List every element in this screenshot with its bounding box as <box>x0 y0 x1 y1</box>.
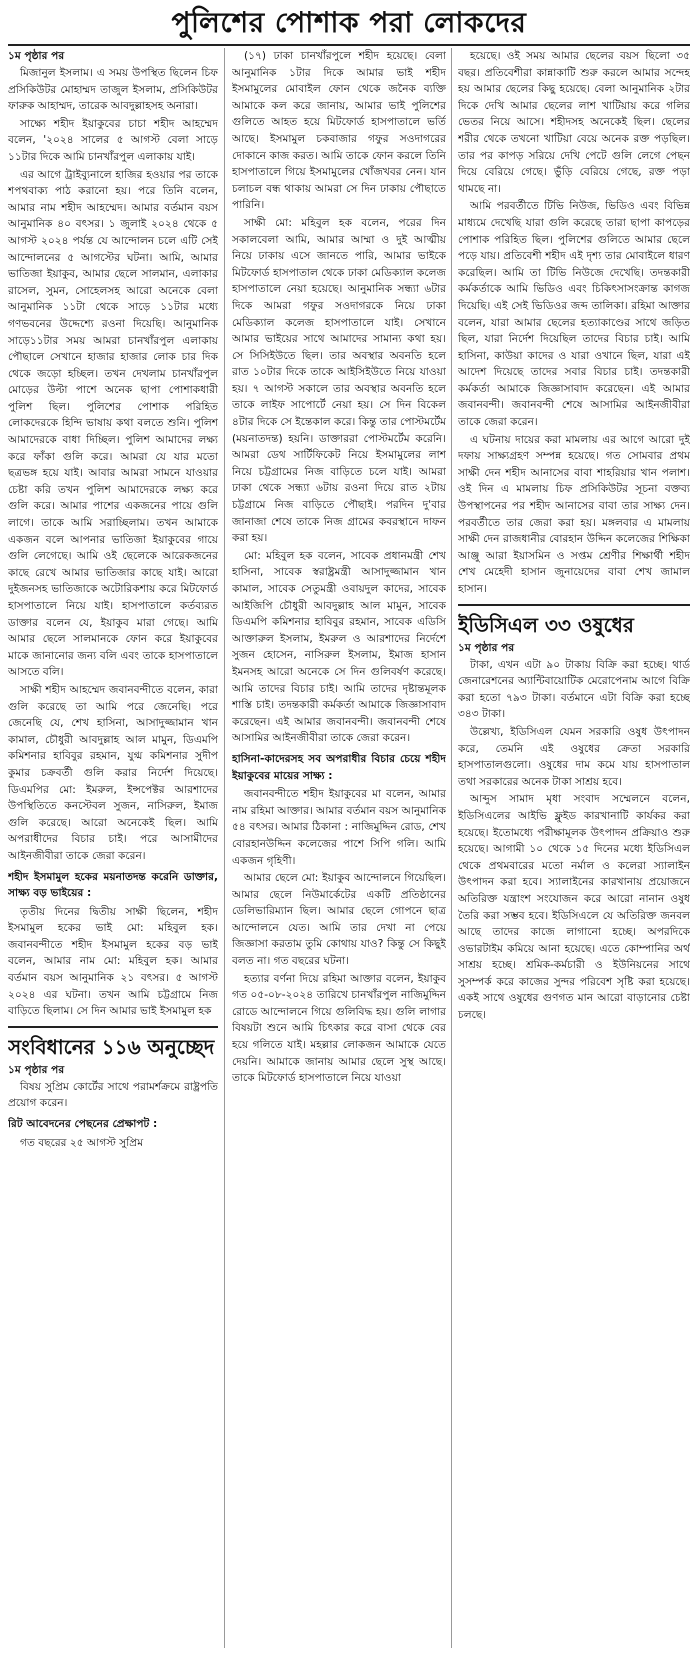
subheading: হাসিনা-কাদেরসহ সব অপরাধীর বিচার চেয়ে শহীদ ইয়াকুবের মায়ের সাক্ষ্য : <box>232 752 446 782</box>
column-divider <box>451 48 452 1648</box>
article-paragraph: গত বছরের ২৫ আগস্ট সুপ্রিম <box>20 1136 144 1149</box>
article-paragraph: জবানবন্দীতে শহীদ ইয়াকুবের মা বলেন, আমার নাম রহিমা আক্তার। আমার বর্তমান বয়স আনুমানিক ৫৪ বৎসর। আমার ঠিকানা : নাজিমুদ্দিন রোড, শেখ বোরহানউদ্দিন কলেজের পাশে সিপি গলি। আমি একজন গৃহিণী। <box>232 788 446 867</box>
article-paragraph: সাক্ষী শহীদ আহম্মেদ জবানবন্দীতে বলেন, কারা গুলি করেছে তা আমি পরে জেনেছি। পরে জেনেছি যে, শেখ হাসিনা, আসাদুজ্জামান খান কামাল, চৌধুরী আবদুল্লাহ আল মামুন, ডিএমপি কমিশনার হাবিবুর রহমান, যুগ্ম কমিশনার সুদীপ কুমার চক্রবর্তী গুলি করার নির্দেশ দিয়েছে। ডিএমপির মো: ইমরুল, ইন্সপেক্টর আরশাদের উপস্থিতিতে কনস্টেবল সুজন, নাসিরুল, ইমাজ গুলি করেছে। আরো অনেকেই ছিল। আমি অপরাধীদের বিচার চাই। পরে আসামীদের আইনজীবীরা তাকে জেরা করেন। <box>8 683 218 862</box>
continued-label: ১ম পৃষ্ঠার পর <box>458 641 515 654</box>
article-paragraph: হত্যার বর্ণনা দিয়ে রহিমা আক্তার বলেন, ইয়াকুব গত ০৫-০৮-২০২৪ তারিখে চানখাঁরপুল নাজিমুদ্দিন রোডে আন্দোলনে গিয়ে গুলিবিদ্ধ হয়। গুলি লাগার বিষয়টা শুনে আমি চিৎকার করে বাসা থেকে বের হয়ে গলিতে যাই। মহল্লার লোকজন আমাকে যেতে দেয়নি। আমাকে জানায় আমার ছেলে সুস্থ আছে। তাকে মিটফোর্ড হাসপাতালে নিয়ে যাওয়া <box>232 972 446 1085</box>
article-paragraph: এ ঘটনায় দায়ের করা মামলায় এর আগে আরো দুই দফায় সাক্ষ্যগ্রহণ সম্পন্ন হয়েছে। গত সোমবার প্রথম সাক্ষী দেন শহীদ আনাসের বাবা শাহরিয়ার খান পলাশ। ওই দিন এ মামলায় চিফ প্রসিকিউটর সূচনা বক্তব্য উপস্থাপনের পর শহীদ আনাসের বাবা তার সাক্ষ্য দেন। পরবর্তীতে তার জেরা করা হয়। মঙ্গলবার এ মামলায় সাক্ষী দেন রাজধানীর বোরহান উদ্দিন কলেজের শিক্ষিকা আঞ্জু আরা ইয়াসমিন ও সপ্তম শ্রেণীর শিক্ষার্থী শহীদ শেখ মেহেদী হাসান জুনায়েদের বাবা শেখ জামাল হাসান। <box>458 433 690 595</box>
section-headline: সংবিধানের ১১৬ অনুচ্ছেদ <box>8 1026 218 1062</box>
headline-rule <box>8 44 690 46</box>
article-paragraph: মিজানুল ইসলাম। এ সময় উপস্থিত ছিলেন চিফ প্রসিকিউটর মোহাম্মদ তাজুল ইসলাম, প্রসিকিউটর ফারুক আহাম্মদ, তারেক আবদুল্লাহসহ অনারা। <box>8 67 218 113</box>
article-paragraph: আমার ছেলে মো: ইয়াকুব আন্দোলনে গিয়েছিল। আমার ছেলে নিউমার্কেটের একটি প্রতিষ্ঠানের ডেলিভারিম্যান ছিল। আমার ছেলে গোপনে ছাত্র আন্দোলনে যেত। আমি তার দেখা না পেয়ে জিজ্ঞাসা করতাম তুমি কোথায় যাও? কিন্তু সে কিছুই বলত না। গত বছরের ঘটনা। <box>232 872 446 968</box>
article-column-2 <box>232 48 446 1648</box>
subheading: রিট আবেদনের পেছনের প্রেক্ষাপট : <box>8 1118 158 1131</box>
continued-label: ১ম পৃষ্ঠার পর <box>8 1063 65 1076</box>
article-paragraph: সাক্ষী মো: মহিবুল হক বলেন, পরের দিন সকালবেলা আমি, আমার আম্মা ও দুই আত্মীয় নিয়ে ঢাকায় এসে জানতে পারি, আমার ভাইকে মিটফোর্ড হাসপাতাল থেকে ঢাকা মেডিক্যাল কলেজ হাসপাতালে নেয়া হয়েছে। আনুমানিক সন্ধ্যা ৬টার দিকে আমরা গফুর সওদাগরকে নিয়ে ঢাকা মেডিক্যাল কলেজ হাসপাতালে যাই। সেখানে আমার ভাইয়ের সাথে আমাদের সামান্য কথা হয়। সে সিসিইউতে ছিল। তার অবস্থার অবনতি হলে রাত ১০টার দিকে তাকে আইসিইউতে নিয়ে যাওয়া হয়। ৭ আগস্ট সকালে তার অবস্থার অবনতি হলে তাকে লাইফ সাপোর্টে নেয়া হয়। সে দিন বিকেল ৪টার দিকে সে ইন্তেকাল করে। কিন্তু তার পোস্টমর্টেম (ময়নাতদন্ত) হয়নি। ডাক্তাররা পোস্টমর্টেম করেনি। আমরা ডেথ সার্টিফিকেট নিয়ে ইসমামুলের লাশ নিয়ে চট্টগ্রামের নিজ বাড়িতে চলে যাই। আমরা ঢাকা থেকে সন্ধ্যা ৬টায় রওনা দিয়ে রাত ২টায় চট্টগ্রামে নিজ বাড়িতে পৌছাই। পরদিন দু'বার জানাজা শেষে তাকে নিজ গ্রামের কবরস্থানে দাফন করা হয়। <box>232 216 446 545</box>
subheading: শহীদ ইসমামুল হকের ময়নাতদন্ত করেনি ডাক্তার, সাক্ষ্য বড় ভাইয়ের : <box>8 870 218 900</box>
column-divider <box>224 48 225 1648</box>
article-column-3 <box>458 48 690 1648</box>
article-paragraph: সাক্ষ্যে শহীদ ইয়াকুবের চাচা শহীদ আহম্মেদ বলেন, '২০২৪ সালের ৫ আগস্ট বেলা সাড়ে ১১টার দিকে আমি চানখাঁরপুল এলাকায় যাই। <box>8 117 218 163</box>
section-headline: ইডিসিএল ৩৩ ওষুধের <box>458 604 690 640</box>
continued-label: ১ম পৃষ্ঠার পর <box>8 50 65 62</box>
article-paragraph: টাকা, এখন এটা ৯০ টাকায় বিক্রি করা হচ্ছে। থার্ড জেনারেশনের অ্যান্টিবায়োটিক মেরোপেনাম আগে বিক্রি করা হতো ৭৯৩ টাকা। বর্তমানে এটা বিক্রি করা হচ্ছে ৩৪৩ টাকা। <box>458 658 690 721</box>
page-headline: পুলিশের পোশাক পরা লোকদের <box>171 6 527 39</box>
article-paragraph: আমি পরবর্তীতে টিভি নিউজ, ভিডিও এবং বিভিন্ন মাধ্যমে দেখেছি যারা গুলি করেছে তারা ছাপা কাপড়ের পোশাক পরিহিত ছিল। পুলিশের গুলিতে আমার ছেলে পড়ে যায়। প্রতিবেশী শহীদ এই দৃশ্য তার মোবাইলে ধারণ করেছিল। আমি তা টিভি নিউজে দেখেছি। তদন্তকারী কর্মকর্তাকে আমি ভিডিও এবং চিকিৎসাসংক্রান্ত কাগজ দিয়েছি। এই সেই ভিডিওর জব্দ তালিকা। রহিমা আক্তার বলেন, যারা আমার ছেলের হত্যাকাণ্ডের সাথে জড়িত ছিল, যারা নির্দেশ দিয়েছিল তাদের বিচার চাই। আমি হাসিনা, কাউয়া কাদের ও যারা ওখানে ছিল, যারা এই আদেশ দিয়েছে তাদের সবার বিচার চাই। তদন্তকারী কর্মকর্তা আমাকে জিজ্ঞাসাবাদ করেছেন। এই আমার জবানবন্দী। জবানবন্দী শেষে আসামির আইনজীবীরা তাকে জেরা করেন। <box>458 200 690 429</box>
article-paragraph: বিষয় সুপ্রিম কোর্টের সাথে পরামর্শক্রমে রাষ্ট্রপতি প্রয়োগ করেন। <box>8 1080 218 1110</box>
article-paragraph: আব্দুস সামাদ মৃধা সংবাদ সম্মেলনে বলেন, ইডিসিএলের আইভি ফ্লুইড কারখানাটি কার্যকর করা হয়েছে। ইতোমধ্যে পরীক্ষামূলক উৎপাদন প্রক্রিয়াও শুরু হয়েছে। আগামী ১০ থেকে ১৫ দিনের মধ্যে ইডিসিএল থেকে প্রথমবারের মতো নর্মাল ও কলেরা স্যালাইন উৎপাদন করা হবে। স্যালাইনের কারখানায় প্রয়োজনে অতিরিক্ত যন্ত্রাংশ সংযোজন করে আরো নানান ওষুধ তৈরি করা সম্ভব হবে। ইডিসিএলে যে অতিরিক্ত জনবল আছে তাদের কাজে লাগানো হচ্ছে। অপরদিকে ওভারটাইম কমিয়ে আনা হয়েছে। এতে কোম্পানির অর্থ সাশ্রয় হচ্ছে। শ্রমিক-কর্মচারী ও ইউনিয়নের সাথে সুসম্পর্ক করে কাজের সুন্দর পরিবেশ সৃষ্টি করা হয়েছে। একই সাথে ওষুধের গুণগত মান আরো বাড়ানোর চেষ্টা চলছে। <box>458 793 690 1022</box>
article-paragraph: (১৭) ঢাকা চানখাঁরপুলে শহীদ হয়েছে। বেলা আনুমানিক ১টার দিকে আমার ভাই শহীদ ইসমামুলের মোবাইল ফোন থেকে জনৈক ব্যক্তি আমাকে কল করে জানায়, আমার ভাই পুলিশের গুলিতে আহত হয়ে মিটফোর্ড হাসপাতালে ভর্তি আছে। ইসমামুল চকবাজার গফুর সওদাগরের দোকানে কাজ করত। আমি তাকে ফোন করলে তিনি হাসপাতালে গিয়ে ইসমামুলের খোঁজখবর নেন। যান চলাচল বন্ধ থাকায় আমরা সে দিন ঢাকায় পৌছাতে পারিনি। <box>232 50 446 212</box>
article-paragraph: তৃতীয় দিনের দ্বিতীয় সাক্ষী ছিলেন, শহীদ ইসমামুল হকের ভাই মো: মহিবুল হক। জবানবন্দীতে শহীদ ইসমামুল হকের বড় ভাই বলেন, আমার নাম মো: মহিবুল হক। আমার বর্তমান বয়স আনুমানিক ২১ বৎসর। ৫ আগস্ট ২০২৪ এর ঘটনা। তখন আমি চট্টগ্রামে নিজ বাড়িতে ছিলাম। সে দিন আমার ভাই ইসমামুল হক <box>8 905 218 1018</box>
article-column-1 <box>8 48 218 1648</box>
article-paragraph: উল্লেখ্য, ইডিসিএল যেমন সরকারি ওষুধ উৎপাদন করে, তেমনি এই ওষুধের ক্রেতা সরকারি হাসপাতালগুলো। ওষুধের দাম কমে যায় হাসপাতাল তথা সরকারের অনেক টাকা সাশ্রয় হবে। <box>458 725 690 788</box>
article-paragraph: মো: মহিবুল হক বলেন, সাবেক প্রধানমন্ত্রী শেখ হাসিনা, সাবেক স্বরাষ্ট্রমন্ত্রী আসাদুজ্জামান খান কামাল, সাবেক সেতুমন্ত্রী ওবায়দুল কাদের, সাবেক আইজিপি চৌধুরী আবদুল্লাহ আল মামুন, সাবেক ডিএমপি কমিশনার হাবিবুর রহমান, সাবেক এডিসি আক্তারুল ইসলাম, ইমরুল ও আরশাদের নির্দেশে সুজন হোসেন, নাসিরুল ইসলাম, ইমাজ হাসান ইমনসহ আরো অনেকে সে দিন গুলিবর্ষণ করেছে। আমি তাদের বিচার চাই। আমি তাদের দৃষ্টান্তমূলক শাস্তি চাই। তদন্তকারী কর্মকর্তা আমাকে জিজ্ঞাসাবাদ করেছেন। এই আমার জবানবন্দী। জবানবন্দী শেষে আসামির আইনজীবীরা তাকে জেরা করেন। <box>232 549 446 745</box>
article-paragraph: এর আগে ট্রাইব্যুনালে হাজির হওয়ার পর তাকে শপথবাক্য পাঠ করানো হয়। পরে তিনি বলেন, আমার নাম শহীদ আহম্মেদ। আমার বর্তমান বয়স আনুমানিক ৪০ বৎসর। ১ জুলাই ২০২৪ থেকে ৫ আগস্ট ২০২৪ পর্যন্ত যে আন্দোলন চলে এটি সেই আন্দোলনের ৫ আগস্টের ঘটনা। আমি, আমার ভাতিজা ইয়াকুব, আমার ছেলে সালমান, এলাকার রাসেল, সুমন, সোহেলসহ আরো অনেকে বেলা আনুমানিক ১১টা থেকে সাড়ে ১১টার মধ্যে গণভবনের উদ্দেশ্যে রওনা দিয়েছি। আনুমানিক সাড়ে১১টার সময় আমরা চানখাঁরপুল এলাকায় পৌছালে সেখানে হাজার হাজার লোক চার দিক থেকে জড়ো হচ্ছিল। তখন দেখলাম চানখাঁরপুল মোড়ের উল্টা পাশে অনেক ছাপা পোশাকধারী পুলিশ ছিল। পুলিশের পোশাক পরিহিত লোকদেরকে হিন্দি ভাষায় কথা বলতে শুনি। পুলিশ আমাদেরকে বাধা দিচ্ছিল। পুলিশ আমাদের লক্ষ্য করে ফাঁকা গুলি করে। আমরা যে যার মতো ছত্রভঙ্গ হয়ে যাই। আবার আমরা সামনে যাওয়ার চেষ্টা করি তখন পুলিশ আমাদেরকে লক্ষ্য করে গুলি করে। আমার পাশের একজনের পায়ে গুলি লাগে। তাকে আমি সরাচ্ছিলাম। তখন আমাকে একজন বলে আপনার ভাতিজা ইয়াকুবের গায়ে গুলি লেগেছে। আমি ওই ছেলেকে আরেকজনের কাছে রেখে আমার ভাতিজার কাছে যাই। আরো দুইজনসহ ভাতিজাকে অটোরিকশায় করে মিটফোর্ড হাসপাতালে নিয়ে যাই। হাসপাতালে কর্তব্যরত ডাক্তার বলেন যে, ইয়াকুব মারা গেছে। আমি আমার ছেলে সালমানকে ফোন করে ইয়াকুবের মাকে জানানোর জন্য বলি এবং তাকে হাসপাতালে আসতে বলি। <box>8 168 218 679</box>
article-paragraph: হয়েছে। ওই সময় আমার ছেলের বয়স ছিলো ৩৫ বছর। প্রতিবেশীরা কান্নাকাটি শুরু করলে আমার সন্দেহ হয় আমার ছেলের কিছু হয়েছে। বেলা আনুমানিক ২টার দিকে দেখি আমার ছেলের লাশ খাটিয়ায় করে গলির ভেতর নিয়ে আসে। শহীদসহ অনেকেই ছিল। ছেলের শরীর থেকে তখনো খাটিয়া বেয়ে অনেক রক্ত পড়ছিল। তার পর কাপড় সরিয়ে দেখি পেটে গুলি লেগে পেছন দিয়ে বেরিয়ে গেছে। ভুঁড়ি বেরিয়ে গেছে, রক্ত পড়া থামছে না। <box>458 50 690 195</box>
